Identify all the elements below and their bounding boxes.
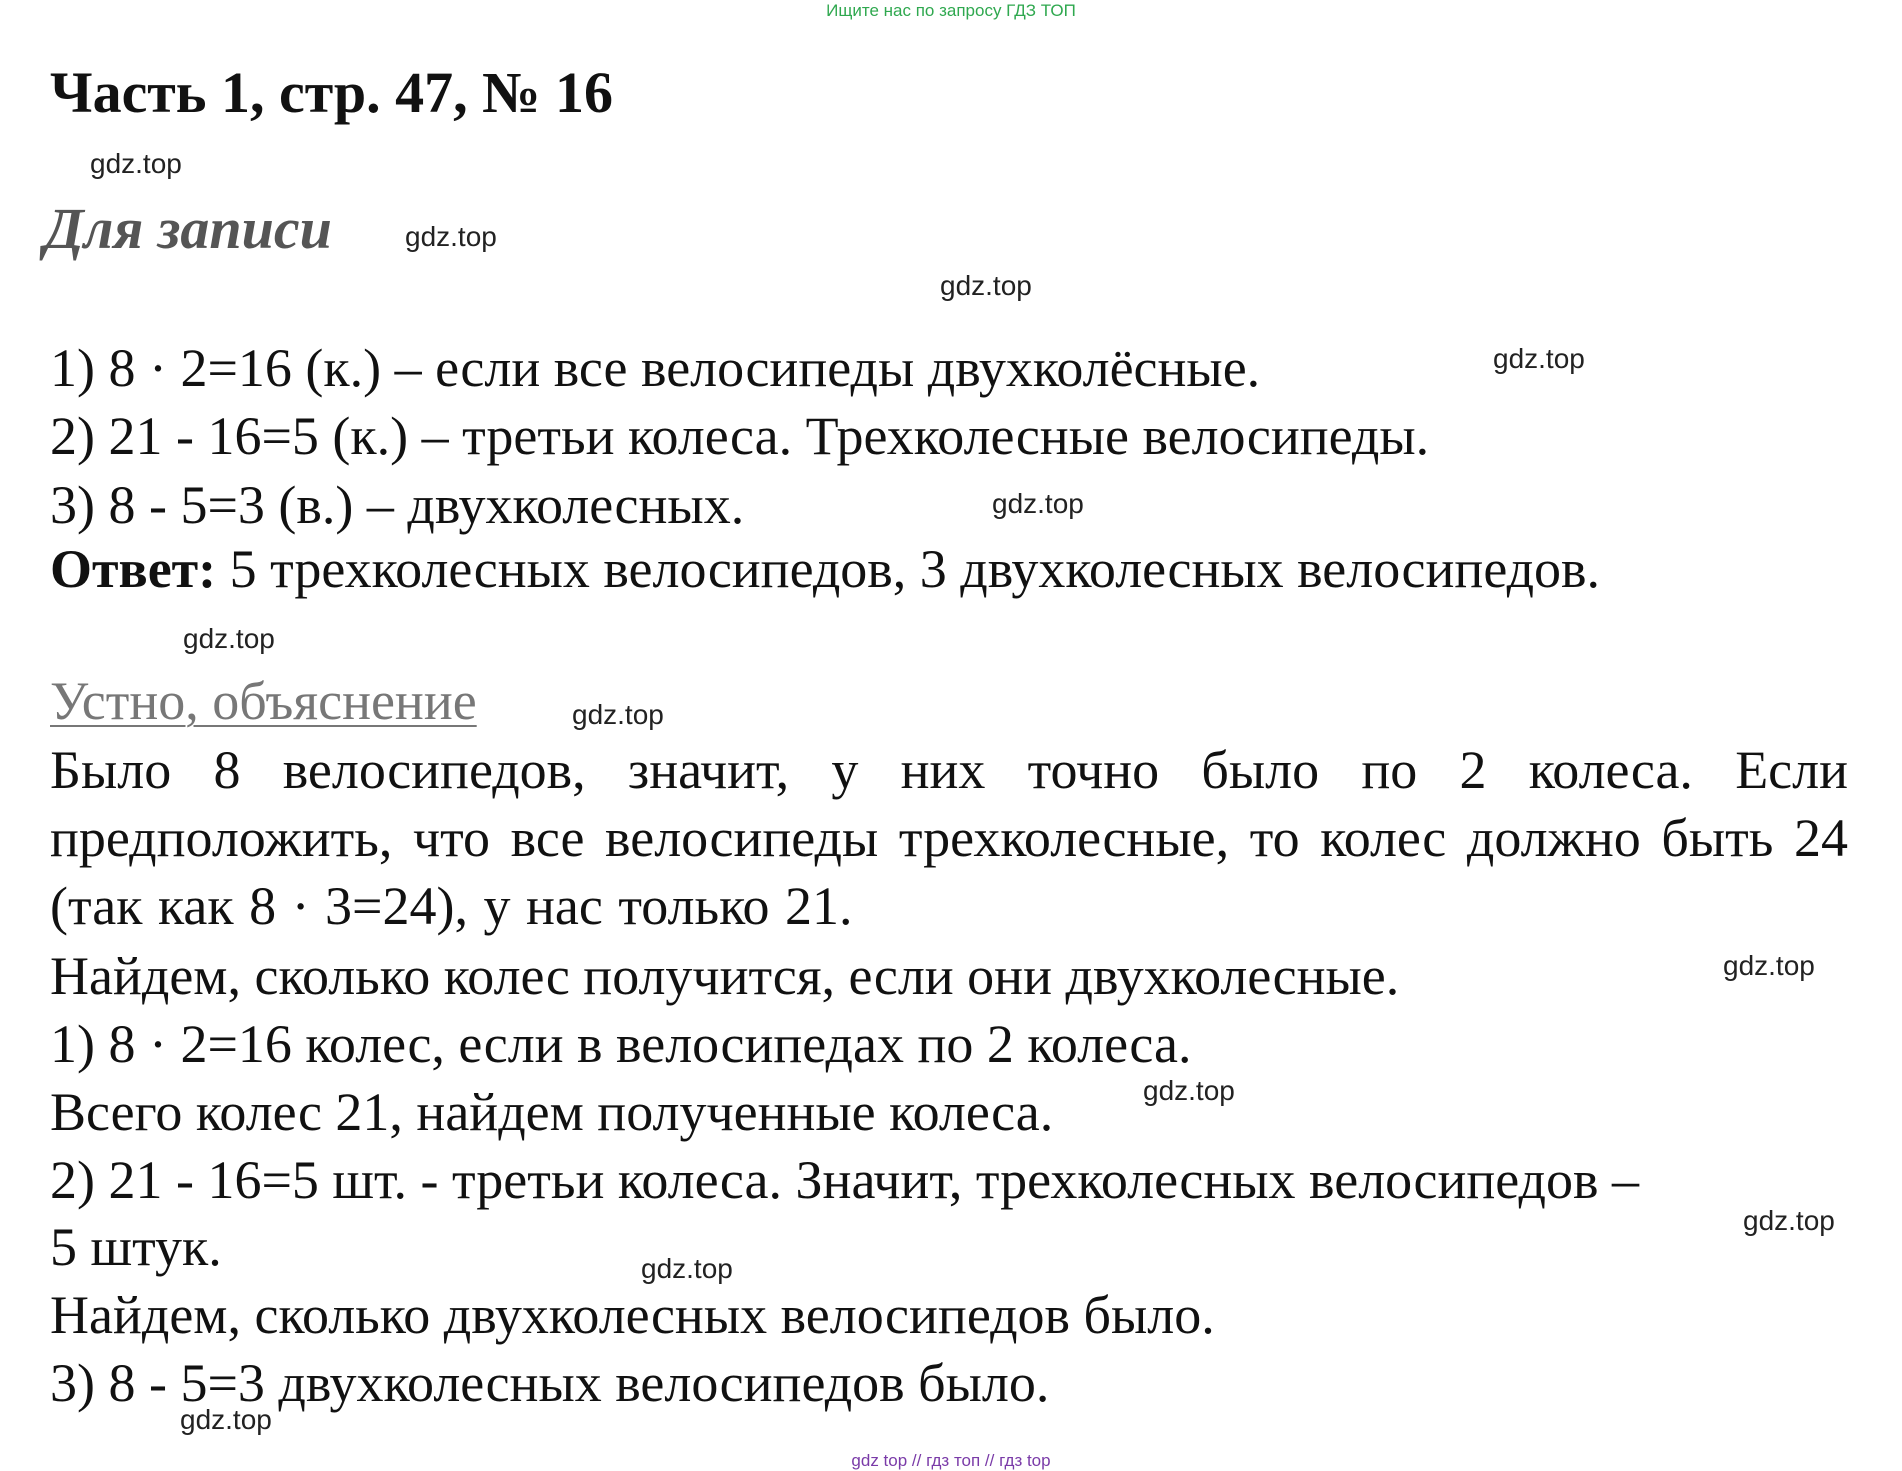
answer-line <box>50 536 1600 602</box>
explanation-line-3: Всего колес 21, найдем полученные колеса. <box>50 1082 1054 1142</box>
explanation-line-2: 1) 8 · 2=16 колес, если в велосипедах по 2 колеса. <box>50 1014 1192 1074</box>
record-line-1: 1) 8 · 2=16 (к.) – если все велосипеды двухколёсные. <box>50 338 1261 398</box>
watermark: gdz.top <box>641 1253 733 1284</box>
watermark: gdz.top <box>180 1404 272 1435</box>
watermark: gdz.top <box>940 270 1032 301</box>
answer-label: Ответ: <box>50 539 217 599</box>
watermark: gdz.top <box>90 148 182 179</box>
explanation-line-7: 3) 8 - 5=3 двухколесных велосипедов было. <box>50 1353 1050 1413</box>
record-line-3: 3) 8 - 5=3 (в.) – двухколесных. <box>50 475 745 535</box>
watermark: gdz.top <box>1723 950 1815 981</box>
explanation-line-4: 2) 21 - 16=5 шт. - третьи колеса. Значит, трехколесных велосипедов – <box>50 1150 1639 1210</box>
footer-links: gdz top // гдз топ // гдз top <box>851 1451 1051 1470</box>
watermark: gdz.top <box>405 221 497 252</box>
explanation-paragraph: Было 8 велосипедов, значит, у них точно было по 2 колеса. Если предположить, что все велосипеды трехколесные, то колес должно быть 24 (так как 8 · 3=24), у нас только 21. <box>50 740 1848 936</box>
answer-text: 5 трехколесных велосипедов, 3 двухколесных велосипедов. <box>216 539 1601 599</box>
section-heading-record: Для записи <box>44 196 332 261</box>
explanation-line-1: Найдем, сколько колес получится, если они двухколесные. <box>50 946 1400 1006</box>
watermark: gdz.top <box>572 699 664 730</box>
watermark: gdz.top <box>183 623 275 654</box>
watermark: gdz.top <box>992 488 1084 519</box>
top-banner: Ищите нас по запросу ГДЗ ТОП <box>826 1 1076 20</box>
explanation-line-6: Найдем, сколько двухколесных велосипедов было. <box>50 1285 1215 1345</box>
record-line-2: 2) 21 - 16=5 (к.) – третьи колеса. Трехколесные велосипеды. <box>50 406 1430 466</box>
watermark: gdz.top <box>1493 343 1585 374</box>
watermark: gdz.top <box>1743 1205 1835 1236</box>
watermark: gdz.top <box>1143 1075 1235 1106</box>
explanation-line-5: 5 штук. <box>50 1217 222 1277</box>
section-heading-oral: Устно, объяснение <box>50 671 477 731</box>
page-title: Часть 1, стр. 47, № 16 <box>50 60 613 125</box>
